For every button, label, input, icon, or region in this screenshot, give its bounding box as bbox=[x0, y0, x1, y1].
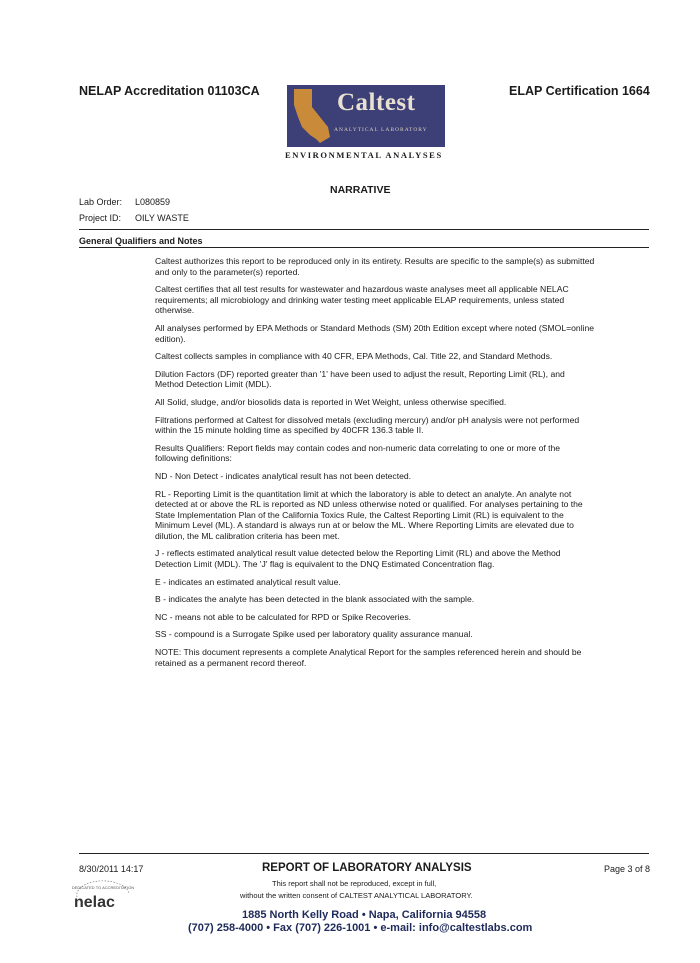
california-map-icon bbox=[290, 87, 334, 145]
nelap-accreditation: NELAP Accreditation 01103CA bbox=[79, 84, 260, 98]
note-paragraph: Dilution Factors (DF) reported greater than '1' have been used to adjust the result, Reporting Limit (RL), and Method Detection Limit (MDL). bbox=[155, 368, 565, 390]
nelac-logo bbox=[69, 879, 139, 913]
divider bbox=[79, 247, 649, 248]
note-paragraph: NC - means not able to be calculated for RPD or Spike Recoveries. bbox=[155, 611, 412, 622]
note-paragraph: Filtrations performed at Caltest for dissolved metals (excluding mercury) and/or pH analysis were not performed within the 15 minute holding time as specified by 40CFR 136.3 table II. bbox=[155, 414, 580, 436]
report-date: 8/30/2011 14:17 bbox=[79, 864, 144, 874]
note-paragraph: Results Qualifiers: Report fields may contain codes and non-numeric data correlating to one or more of the following definitions: bbox=[155, 442, 561, 464]
logo-subtitle: ANALYTICAL LABORATORY bbox=[334, 127, 428, 133]
footer-note: This report shall not be reproduced, except in full, bbox=[272, 879, 437, 888]
tagline: ENVIRONMENTAL ANALYSES bbox=[285, 150, 443, 160]
note-paragraph: ND - Non Detect - indicates analytical result has not been detected. bbox=[155, 470, 412, 481]
note-paragraph: J - reflects estimated analytical result value detected below the Reporting Limit (RL) and above the Method Detection Limit (MDL). The 'J' flag is equivalent to the DNQ Estimated Concentration flag. bbox=[155, 548, 561, 570]
page-title: NARRATIVE bbox=[330, 184, 391, 196]
page-number: Page 3 of 8 bbox=[604, 864, 651, 874]
lab-contact: (707) 258-4000 • Fax (707) 226-1001 • e-mail: info@caltestlabs.com bbox=[188, 922, 533, 934]
footer-title: REPORT OF LABORATORY ANALYSIS bbox=[262, 862, 472, 874]
svg-text:DEDICATED TO ACCREDITATION: DEDICATED TO ACCREDITATION bbox=[71, 885, 135, 890]
svg-text:nelac: nelac bbox=[74, 894, 115, 911]
lab-order-value: L080859 bbox=[135, 197, 171, 207]
note-paragraph: Caltest collects samples in compliance with 40 CFR, EPA Methods, Cal. Title 22, and Standard Methods. bbox=[155, 351, 553, 362]
footer-divider bbox=[79, 853, 649, 854]
project-id-label: Project ID: bbox=[79, 213, 122, 223]
note-paragraph: B - indicates the analyte has been detected in the blank associated with the sample. bbox=[155, 594, 475, 605]
footer-note: without the written consent of CALTEST ANALYTICAL LABORATORY. bbox=[240, 891, 473, 900]
note-paragraph: All analyses performed by EPA Methods or Standard Methods (SM) 20th Edition except where noted (SMOL=online edition). bbox=[155, 322, 595, 344]
logo-name: Caltest bbox=[337, 89, 416, 116]
note-paragraph: SS - compound is a Surrogate Spike used per laboratory quality assurance manual. bbox=[155, 629, 473, 640]
lab-address: 1885 North Kelly Road • Napa, California 94558 bbox=[242, 909, 487, 921]
project-id-value: OILY WASTE bbox=[135, 213, 189, 223]
note-paragraph: Caltest authorizes this report to be reproduced only in its entirety. Results are specific to the sample(s) as submitted and only to the parameter(s) reported. bbox=[155, 256, 595, 277]
elap-certification: ELAP Certification 1664 bbox=[509, 84, 650, 98]
notes-list bbox=[155, 256, 595, 675]
divider bbox=[79, 229, 649, 230]
note-paragraph: E - indicates an estimated analytical result value. bbox=[155, 576, 341, 587]
section-title: General Qualifiers and Notes bbox=[79, 236, 203, 246]
lab-order-label: Lab Order: bbox=[79, 197, 123, 207]
note-paragraph: RL - Reporting Limit is the quantitation limit at which the laboratory is able to detect an analyte. An analyte not detected at or above the RL is reported as ND unless otherwise noted or qualified. For analyses pertaining to the State Implementation Plan of the California Toxics Rule, the Caltest Reporting Limit (RL) is equivalent to the Minimum Level (ML). A standard is always run at or below the ML. Where Reporting Limits are elevated due to dilution, the ML calibration criteria has been met. bbox=[155, 488, 583, 541]
note-paragraph: NOTE: This document represents a complete Analytical Report for the samples referenced herein and should be retained as a permanent record thereof. bbox=[155, 647, 582, 668]
note-paragraph: All Solid, sludge, and/or biosolids data is reported in Wet Weight, unless otherwise specified. bbox=[155, 396, 507, 407]
note-paragraph: Caltest certifies that all test results for wastewater and hazardous waste analyses meet all applicable NELAC requirements; all microbiology and drinking water testing meet applicable ELAP requirements, unless stated otherwise. bbox=[155, 284, 569, 316]
caltest-logo bbox=[287, 85, 445, 147]
